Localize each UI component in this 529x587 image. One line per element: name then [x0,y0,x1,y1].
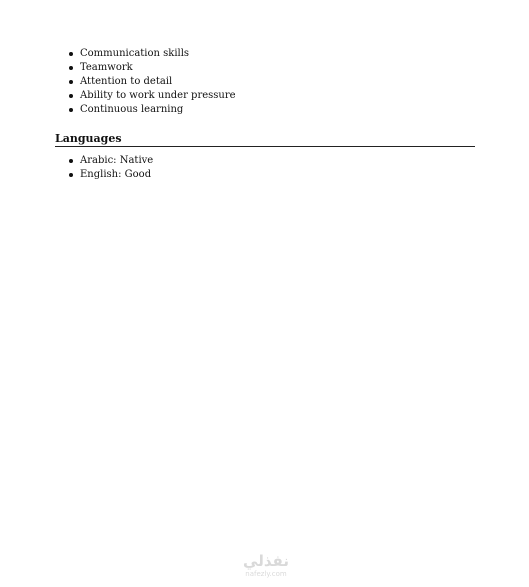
skill-text: Communication skills [80,48,190,59]
skill-text: Ability to work under pressure [80,90,236,101]
section-divider [55,146,475,147]
language-text: English: Good [80,169,152,180]
watermark-latin-text: nafezly.com [245,570,287,578]
languages-heading: Languages [55,132,122,145]
bullet-icon [69,108,73,112]
list-item [68,75,236,89]
language-text: Arabic: Native [80,155,154,166]
list-item [68,168,153,182]
bullet-icon [69,159,73,163]
watermark-arabic-text: نفذلي [243,552,289,570]
languages-list [68,154,153,182]
list-item [68,154,153,168]
bullet-icon [69,94,73,98]
bullet-icon [69,173,73,177]
list-item [68,47,236,61]
watermark-logo [234,552,298,584]
skill-text: Continuous learning [80,104,184,115]
bullet-icon [69,66,73,70]
bullet-icon [69,52,73,56]
skill-text: Attention to detail [80,76,173,87]
skills-list [68,47,236,117]
list-item [68,103,236,117]
bullet-icon [69,80,73,84]
list-item [68,61,236,75]
skill-text: Teamwork [80,62,133,73]
list-item [68,89,236,103]
